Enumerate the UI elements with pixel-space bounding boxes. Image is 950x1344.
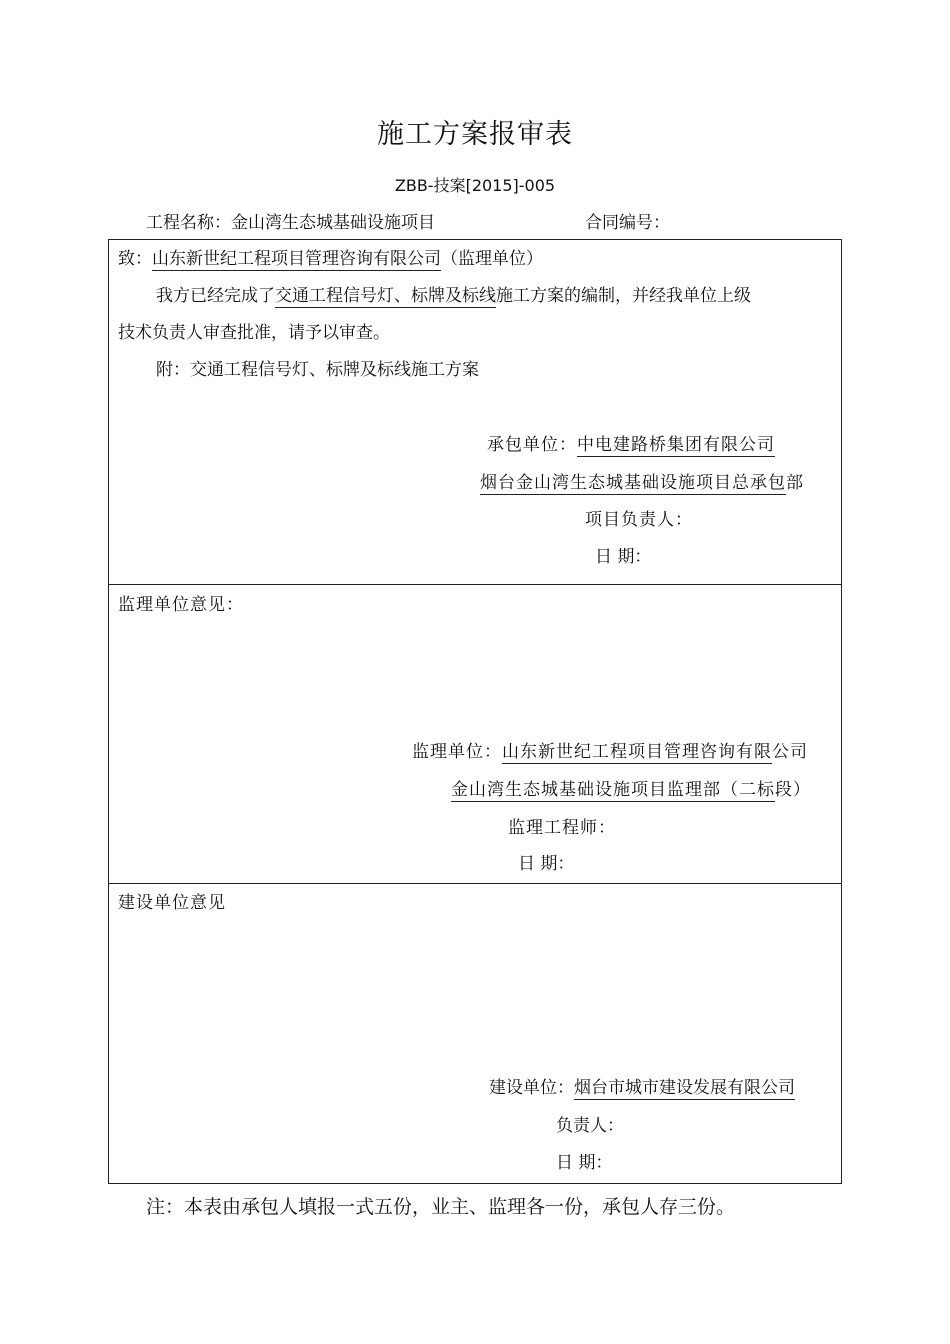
project-name-value: 金山湾生态城基础设施项目 [231, 213, 435, 233]
contractor-dept-row [480, 472, 804, 494]
supervisor-unit-row [412, 741, 808, 763]
contractor-company: 中电建路桥集团有限公司 [577, 435, 775, 455]
document-code: ZBB-技案[2015]-005 [394, 176, 556, 195]
addressee-label: 致： [118, 249, 152, 269]
project-manager-label: 项目负责人： [585, 510, 693, 530]
owner-unit-label: 建设单位： [489, 1078, 574, 1098]
supervisor-opinion-heading: 监理单位意见： [118, 595, 244, 615]
addressee-suffix: （监理单位） [441, 249, 543, 269]
page-title: 施工方案报审表 [377, 119, 573, 150]
owner-unit-company: 烟台市城市建设发展有限公司 [574, 1078, 795, 1098]
body-prefix: 我方已经完成了 [156, 286, 275, 306]
owner-unit-row [489, 1077, 795, 1099]
section-divider [108, 883, 842, 884]
body-subject: 交通工程信号灯、标牌及标线 [275, 286, 496, 306]
supervisor-dept-row [451, 779, 811, 801]
owner-manager-label: 负责人： [556, 1116, 624, 1136]
footnote: 注：本表由承包人填报一式五份，业主、监理各一份，承包人存三份。 [146, 1196, 736, 1218]
addressee-company: 山东新世纪工程项目管理咨询有限公司 [152, 249, 441, 269]
project-name-row [146, 208, 435, 233]
attachment-line: 附：交通工程信号灯、标牌及标线施工方案 [156, 360, 479, 380]
date-label: 日 期： [556, 1153, 613, 1173]
contractor-dept: 烟台金山湾生态城基础设施项目总承包 [480, 473, 786, 493]
contractor-dept-tail: 部 [786, 473, 804, 493]
contractor-row [487, 434, 775, 456]
supervising-engineer-label: 监理工程师： [508, 818, 616, 838]
supervisor-unit-label: 监理单位： [412, 742, 502, 762]
section-divider [108, 584, 842, 585]
contractor-label: 承包单位： [487, 435, 577, 455]
body-line-2: 技术负责人审查批准，请予以审查。 [118, 323, 390, 343]
date-label: 日 期： [518, 854, 575, 874]
date-label: 日 期： [595, 547, 652, 567]
contract-number-label: 合同编号： [585, 213, 670, 233]
owner-opinion-heading: 建设单位意见 [118, 893, 226, 913]
supervisor-unit-company: 山东新世纪工程项目管理咨询有限 [502, 742, 772, 762]
body-suffix: 施工方案的编制，并经我单位上级 [496, 286, 751, 306]
addressee-row [118, 248, 543, 270]
project-name-label: 工程名称： [146, 213, 231, 233]
supervisor-dept-tail: 段） [775, 780, 811, 800]
supervisor-unit-company-tail: 公司 [772, 742, 808, 762]
supervisor-dept: 金山湾生态城基础设施项目监理部（二标 [451, 780, 775, 800]
body-line-1 [156, 285, 751, 307]
